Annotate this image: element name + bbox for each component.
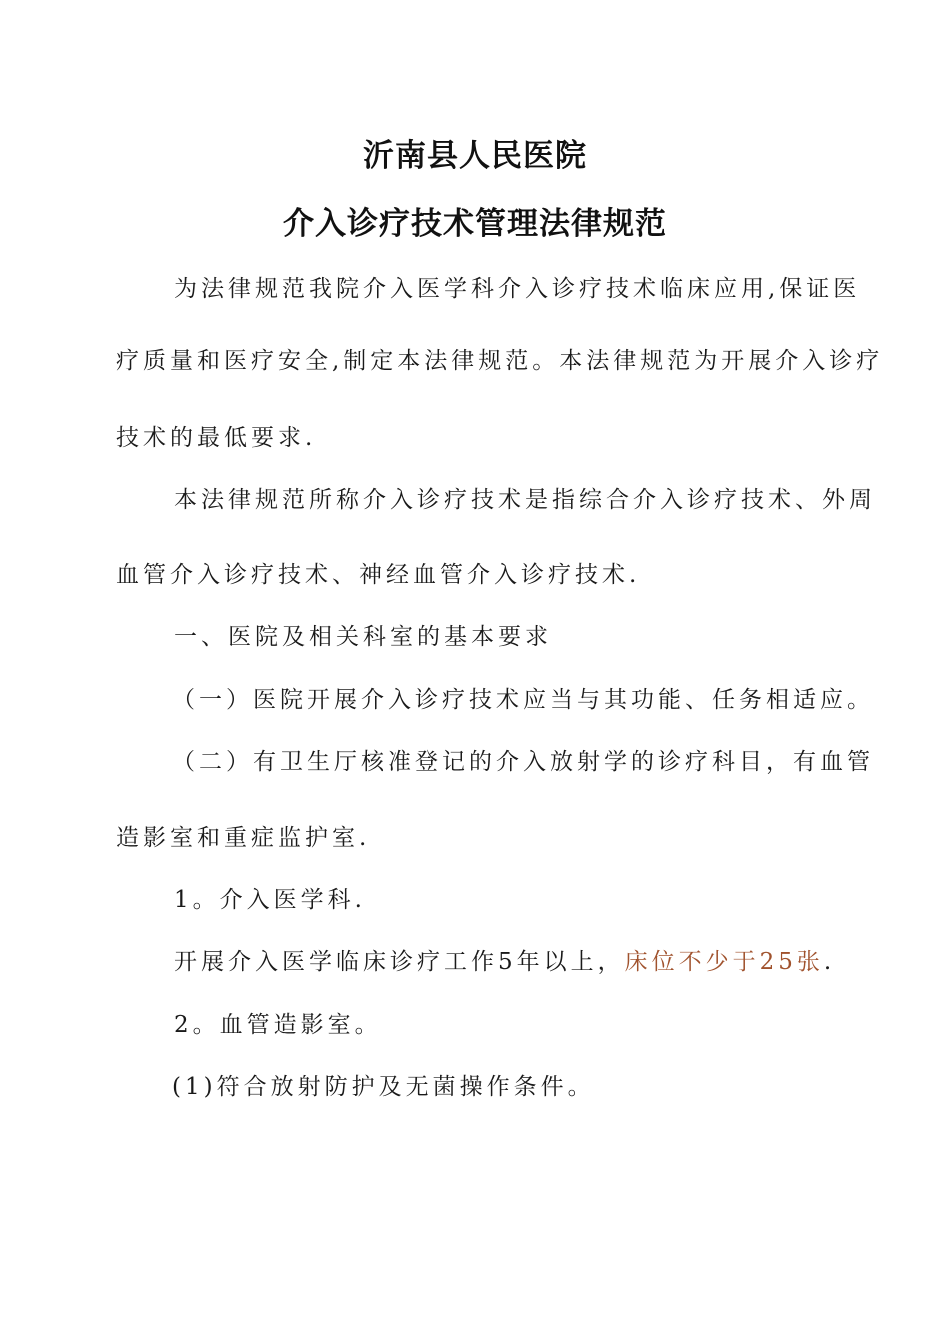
subsection-1-text xyxy=(174,947,835,977)
item-2-line-1: （二）有卫生厅核准登记的介入放射学的诊疗科目，有血管 xyxy=(172,749,874,775)
bed-count-highlight: 床位不少于25张 xyxy=(624,949,824,975)
paragraph-1-line-1: 为法律规范我院介入医学科介入诊疗技术临床应用,保证医 xyxy=(174,276,861,302)
paragraph-1-line-2: 疗质量和医疗安全,制定本法律规范。本法律规范为开展介入诊疗 xyxy=(116,348,884,374)
subsection-2-heading: 2。血管造影室。 xyxy=(174,1012,382,1038)
section-heading-1: 一、医院及相关科室的基本要求 xyxy=(174,624,552,650)
paragraph-2-line-1: 本法律规范所称介入诊疗技术是指综合介入诊疗技术、外周 xyxy=(174,487,876,513)
subsection-2-item-1: (1)符合放射防护及无菌操作条件。 xyxy=(172,1074,595,1100)
document-title-regulation: 介入诊疗技术管理法律规范 xyxy=(283,206,667,242)
paragraph-1-line-3: 技术的最低要求. xyxy=(116,425,317,451)
document-title-hospital: 沂南县人民医院 xyxy=(363,138,587,174)
paragraph-2-line-2: 血管介入诊疗技术、神经血管介入诊疗技术. xyxy=(116,562,641,588)
item-2-line-2: 造影室和重症监护室. xyxy=(116,825,371,851)
subsection-1-text-main: 开展介入医学临床诊疗工作5年以上， xyxy=(174,949,625,975)
subsection-1-text-period: . xyxy=(823,949,836,975)
subsection-1-heading: 1。介入医学科. xyxy=(174,887,366,913)
item-1: （一）医院开展介入诊疗技术应当与其功能、任务相适应。 xyxy=(172,687,874,713)
